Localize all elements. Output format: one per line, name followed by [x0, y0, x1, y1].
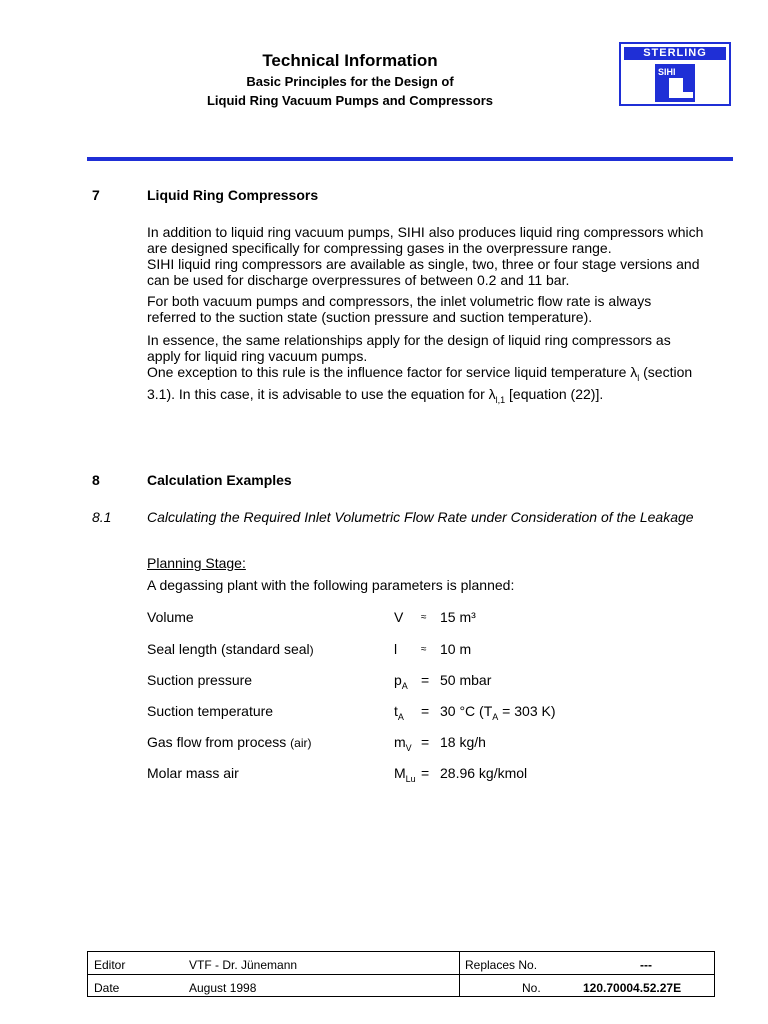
- param-label-volume: Volume: [147, 609, 194, 625]
- planning-stage-label: Planning Stage:: [147, 555, 246, 571]
- param-value-suction-pressure: 50 mbar: [440, 672, 492, 688]
- document-number-value: 120.70004.52.27E: [583, 981, 682, 995]
- param-operator-suction-pressure: =: [421, 672, 430, 688]
- editor-value: VTF - Dr. Jünemann: [189, 958, 298, 972]
- section-7-paragraph-3: In essence, the same relationships apply for the design of liquid ring compressors as apply for liquid ring vacuum pumps. One exception to this rule is the influence factor for service liquid temperature $\lambda_l$ (section 3.1). In this case, it is advisable to use the equation for $\lambda_{l,1}$ [equation (22)].: [147, 332, 693, 405]
- logo-mark: [655, 64, 695, 102]
- section-8-heading: Calculation Examples: [147, 472, 292, 488]
- param-value-molar-mass: 28.96 kg/kmol: [440, 765, 528, 781]
- date-value: August 1998: [189, 981, 257, 995]
- footer-row-editor: [88, 952, 714, 975]
- param-operator-suction-temperature: =: [421, 703, 430, 719]
- subsection-8-1-heading: Calculating the Required Inlet Volumetric Flow Rate under Consideration of the Leakage: [147, 509, 694, 525]
- param-symbol-volume: V: [394, 609, 404, 625]
- param-label-seal-length: Seal length (standard seal): [147, 641, 314, 657]
- param-label-molar-mass: Molar mass air: [147, 765, 239, 781]
- param-symbol-gas-flow: $m_V$: [394, 734, 412, 753]
- section-7-heading: Liquid Ring Compressors: [147, 187, 319, 203]
- section-7-number: 7: [92, 187, 100, 203]
- section-8-number: 8: [92, 472, 100, 488]
- param-label-suction-pressure: Suction pressure: [147, 672, 253, 688]
- param-value-seal-length: 10 m: [440, 641, 472, 657]
- document-subtitle-line1: Basic Principles for the Design of: [246, 74, 454, 89]
- section-7-paragraph-1: In addition to liquid ring vacuum pumps, SIHI also produces liquid ring compressors which are designed specifically for compressing gases in the overpressure range. SIHI liquid ring compressors are available as single, two, three or four stage versions and can be used for discharge overpressures of between 0.2 and 11 bar.: [147, 224, 704, 288]
- param-operator-gas-flow: =: [421, 734, 430, 750]
- document-title: Technical Information: [262, 51, 438, 70]
- param-operator-volume: ≈: [421, 612, 427, 623]
- document-number-label: No.: [522, 981, 541, 995]
- section-7-paragraph-2: For both vacuum pumps and compressors, the inlet volumetric flow rate is always referred to the suction state (suction pressure and suction temperature).: [147, 293, 652, 325]
- param-label-gas-flow: Gas flow from process (air): [147, 734, 312, 750]
- param-symbol-suction-temperature: $t_A$: [394, 703, 404, 722]
- replaces-label: Replaces No.: [465, 958, 538, 972]
- planning-intro: A degassing plant with the following parameters is planned:: [147, 577, 515, 593]
- param-value-gas-flow: 18 kg/h: [440, 734, 486, 750]
- param-label-suction-temperature: Suction temperature: [147, 703, 274, 719]
- param-symbol-seal-length: l: [394, 641, 398, 657]
- header-divider: [87, 157, 733, 161]
- document-subtitle-line2: Liquid Ring Vacuum Pumps and Compressors: [206, 93, 494, 108]
- param-symbol-suction-pressure: $p_A$: [394, 672, 408, 691]
- param-operator-seal-length: ≈: [421, 644, 427, 655]
- subsection-8-1-number: 8.1: [92, 509, 112, 525]
- param-symbol-molar-mass: $M_{Lu}$: [394, 765, 416, 784]
- footer-row-date: [88, 975, 714, 997]
- document-footer-table: [87, 951, 715, 997]
- param-value-volume: 15 m³: [440, 609, 476, 625]
- param-value-suction-temperature: 30 °C ($T_A = 303$ K): [440, 703, 556, 722]
- replaces-value: ---: [640, 958, 652, 972]
- param-operator-molar-mass: =: [421, 765, 430, 781]
- logo-top-text: STERLING: [624, 47, 726, 60]
- logo-mark-text: SIHI: [658, 67, 676, 77]
- editor-label: Editor: [94, 958, 126, 972]
- date-label: Date: [94, 981, 120, 995]
- sterling-sihi-logo: [619, 42, 731, 106]
